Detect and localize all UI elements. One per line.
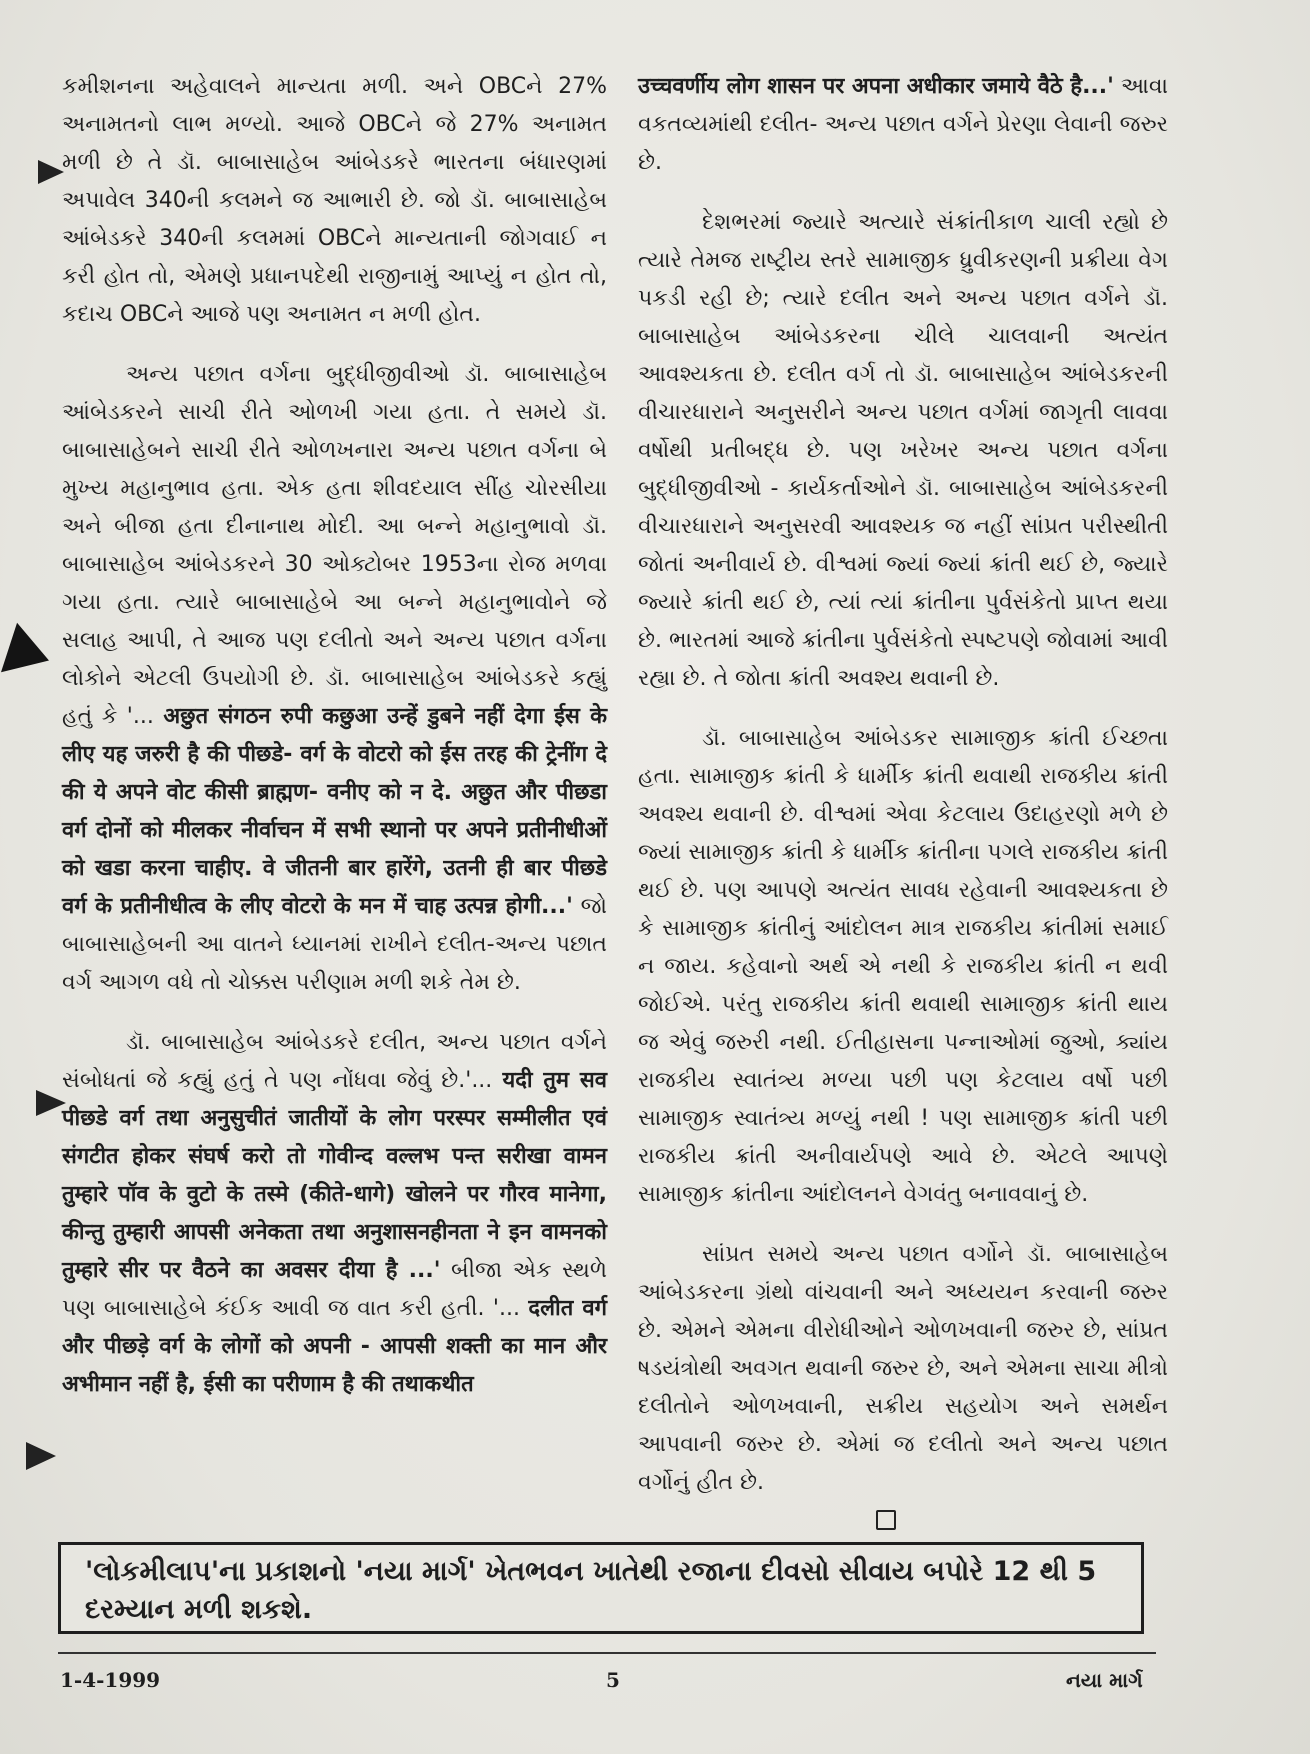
paragraph: ડૉ. બાબાસાહેબ આંબેડકર સામાજીક ક્રાંતી ઈચ્છતા હતા. સામાજીક ક્રાંતી કે ધાર્મીક ક્રાંતી થવાથી રાજકીય ક્રાંતી અવશ્ય થવાની છે. વીશ્વમાં એવા કેટલાય ઉદાહરણો મળે છે જ્યાં સામાજીક ક્રાંતી કે ધાર્મીક ક્રાંતીના પગલે રાજકીય ક્રાંતી થઈ છે. પણ આપણે અત્યંત સાવધ રહેવાની આવશ્યકતા છે કે સામાજીક ક્રાંતીનું આંદોલન માત્ર રાજકીય ક્રાંતીમાં સમાઈ ન જાય. કહેવાનો અર્થ એ નથી કે રાજકીય ક્રાંતી ન થવી જોઈએ. પરંતુ રાજકીય ક્રાંતી થવાથી સામાજીક ક્રાંતી થાય જ એવું જરુરી નથી. ઈતીહાસના પન્નાઓમાં જુઓ, ક્યાંય રાજકીય સ્વાતંત્ર્ય મળ્યા પછી પણ કેટલાય વર્ષો પછી સામાજીક સ્વાતંત્ર્ય મળ્યું નથી ! પણ સામાજીક ક્રાંતી પછી રાજકીય ક્રાંતી અનીવાર્યપણે આવે છે. એટલે આપણે સામાજીક ક્રાંતીના આંદોલનને વેગવંતુ બનાવવાનું છે.	[638, 726, 1168, 1207]
gujarati-text: ડૉ. બાબાસાહેબ આંબેડકરે દલીત, અન્ય પછાત વર્ગને સંબોધતાં જે કહ્યું હતું તે પણ નોંધવા જેવું છે.'...	[62, 1030, 607, 1093]
gujarati-text: જો બાબાસાહેબની આ વાતને ધ્યાનમાં રાખીને દલીત-અન્ય પછાત વર્ગ આગળ વધે તો ચોક્કસ પરીણામ મળી શકે તેમ છે.	[62, 894, 607, 995]
notice-text: 'લોકમીલાપ'ના પ્રકાશનો 'નયા માર્ગ' ખેતભવન ખાતેથી રજાના દીવસો સીવાય બપોરે 12 થી 5 દરમ્યાન મળી શકશે.	[85, 1556, 1097, 1625]
page-number: 5	[606, 1668, 620, 1692]
hindi-quote: यदी तुम सव पीछडे वर्ग तथा अनुसुचीतं जातीयों के लोग परस्पर सम्मीलीत एवं संगटीत होकर संघर्ष करो तो गोवीन्द वल्लभ पन्त सरीखा वामन तुम्हारे पॉव के वुटो के तस्मे (कीते-धागे) खोलने पर गौरव मानेगा, कीन्तु तुम्हारी आपसी अनेकता तथा अनुशासनहीनता ने इन वामनको तुम्हारे सीर पर वैठने का अवसर दीया है ...'	[62, 1068, 607, 1283]
notice-box	[58, 1542, 1144, 1634]
gujarati-text: અન્ય પછાત વર્ગના બુદ્ધીજીવીઓ ડૉ. બાબાસાહેબ આંબેડકરને સાચી રીતે ઓળખી ગયા હતા. તે સમયે ડૉ. બાબાસાહેબને સાચી રીતે ઓળખનારા અન્ય પછાત વર્ગના બે મુખ્ય મહાનુભાવ હતા. એક હતા શીવદયાલ સીંહ ચોરસીયા અને બીજા હતા દીનાનાથ મોદી. આ બન્ને મહાનુભાવો ડૉ. બાબાસાહેબ આંબેડકરને 30 ઓક્ટોબર 1953ના રોજ મળવા ગયા હતા. ત્યારે બાબાસાહેબે આ બન્ને મહાનુભાવોને જે સલાહ આપી, તે આજ પણ દલીતો અને અન્ય પછાત વર્ગના લોકોને એટલી ઉપયોગી છે. ડૉ. બાબાસાહેબ આંબેડકરે કહ્યું હતું કે '...	[62, 362, 607, 729]
paragraph	[62, 356, 607, 1002]
end-of-article-square	[876, 1510, 896, 1530]
torn-edge-mark	[1, 623, 57, 685]
left-column	[62, 68, 607, 1426]
publication-name: નયા માર્ગ	[1066, 1668, 1143, 1692]
paragraph: દેશભરમાં જ્યારે અત્યારે સંક્રાંતીકાળ ચાલી રહ્યો છે ત્યારે તેમજ રાષ્ટ્રીય સ્તરે સામાજીક ધ્રુવીકરણની પ્રક્રીયા વેગ પકડી રહી છે; ત્યારે દલીત અને અન્ય પછાત વર્ગને ડૉ. બાબાસાહેબ આંબેડકરના ચીલે ચાલવાની અત્યંત આવશ્યકતા છે. દલીત વર્ગ તો ડૉ. બાબાસાહેબ આંબેડકરની વીચારધારાને અનુસરીને અન્ય પછાત વર્ગમાં જાગૃતી લાવવા વર્ષોથી પ્રતીબદ્ધ છે. પણ ખરેખર અન્ય પછાત વર્ગના બુદ્ધીજીવીઓ - કાર્યકર્તાઓને ડૉ. બાબાસાહેબ આંબેડકરની વીચારધારાને અનુસરવી આવશ્યક જ નહીં સાંપ્રત પરીસ્થીતી જોતાં અનીવાર્ય છે. વીશ્વમાં જ્યાં જ્યાં ક્રાંતી થઈ છે, જ્યારે જ્યારે ક્રાંતી થઈ છે, ત્યાં ત્યાં ક્રાંતીના પુર્વસંકેતો પ્રાપ્ત થયા છે. ભારતમાં આજે ક્રાંતીના પુર્વસંકેતો સ્પષ્ટપણે જોવામાં આવી રહ્યા છે. તે જોતા ક્રાંતી અવશ્ય થવાની છે.	[638, 210, 1168, 691]
paragraph: સાંપ્રત સમયે અન્ય પછાત વર્ગોને ડૉ. બાબાસાહેબ આંબેડકરના ગ્રંથો વાંચવાની અને અધ્યયન કરવાની જરુર છે. એમને એમના વીરોધીઓને ઓળખવાની જરુર છે, સાંપ્રત ષડયંત્રોથી અવગત થવાની જરુર છે, અને એમના સાચા મીત્રો દલીતોને ઓળખવાની, સક્રીય સહયોગ અને સમર્થન આપવાની જરુર છે. એમાં જ દલીતો અને અન્ય પછાત વર્ગોનું હીત છે.	[638, 1242, 1168, 1495]
gujarati-text: બીજા એક સ્થળે પણ બાબાસાહેબે કંઈક આવી જ વાત કરી હતી. '...	[62, 1258, 607, 1321]
paragraph	[62, 1024, 607, 1404]
paragraph	[638, 68, 1168, 182]
footer-divider	[58, 1652, 1156, 1654]
gujarati-text: આવા વકતવ્યમાંથી દલીત- અન્ય પછાત વર્ગને પ્રેરણા લેવાની જરુર છે.	[638, 74, 1168, 175]
hindi-quote: अछुत संगठन रुपी कछुआ उन्हें डुबने नहीं देगा ईस के लीए यह जरुरी है की पीछडे- वर्ग के वोटरो को ईस तरह की ट्रेनींग दे की ये अपने वोट कीसी ब्राह्मण- वनीए को न दे. अछुत और पीछडा वर्ग दोनों को मीलकर नीर्वाचन में सभी स्थानो पर अपने प्रतीनीधीओं को खडा करना चाहीए. वे जीतनी बार हारेंगे, उतनी ही बार पीछडे वर्ग के प्रतीनीधीत्व के लीए वोटरो के मन में चाह उत्पन्न होगी...'	[62, 704, 608, 919]
footer-date: 1-4-1999	[60, 1668, 161, 1692]
hindi-quote: उच्चवर्णीय लोग शासन पर अपना अधीकार जमाये वैठे है...'	[638, 74, 1114, 99]
hindi-quote: दलीत वर्ग और पीछड़े वर्ग के लोगों को अपनी - आपसी शक्ती का मान और अभीमान नहीं है, ईसी का परीणाम है की तथाकथीत	[62, 1296, 607, 1397]
paragraph: કમીશનના અહેવાલને માન્યતા મળી. અને OBCને 27% અનામતનો લાભ મળ્યો. આજે OBCને જે 27% અનામત મળી છે તે ડૉ. બાબાસાહેબ આંબેડકરે ભારતના બંધારણમાં અપાવેલ 340ની કલમને જ આભારી છે. જો ડૉ. બાબાસાહેબ આંબેડકરે 340ની કલમમાં OBCને માન્યતાની જોગવાઈ ન કરી હોત તો, એમણે પ્રધાનપદેથી રાજીનામું આપ્યું ન હોત તો, કદાચ OBCને આજે પણ અનામત ન મળી હોત.	[62, 74, 607, 327]
torn-edge-mark	[38, 160, 64, 184]
right-column	[638, 68, 1168, 1524]
torn-edge-mark	[26, 1442, 56, 1470]
